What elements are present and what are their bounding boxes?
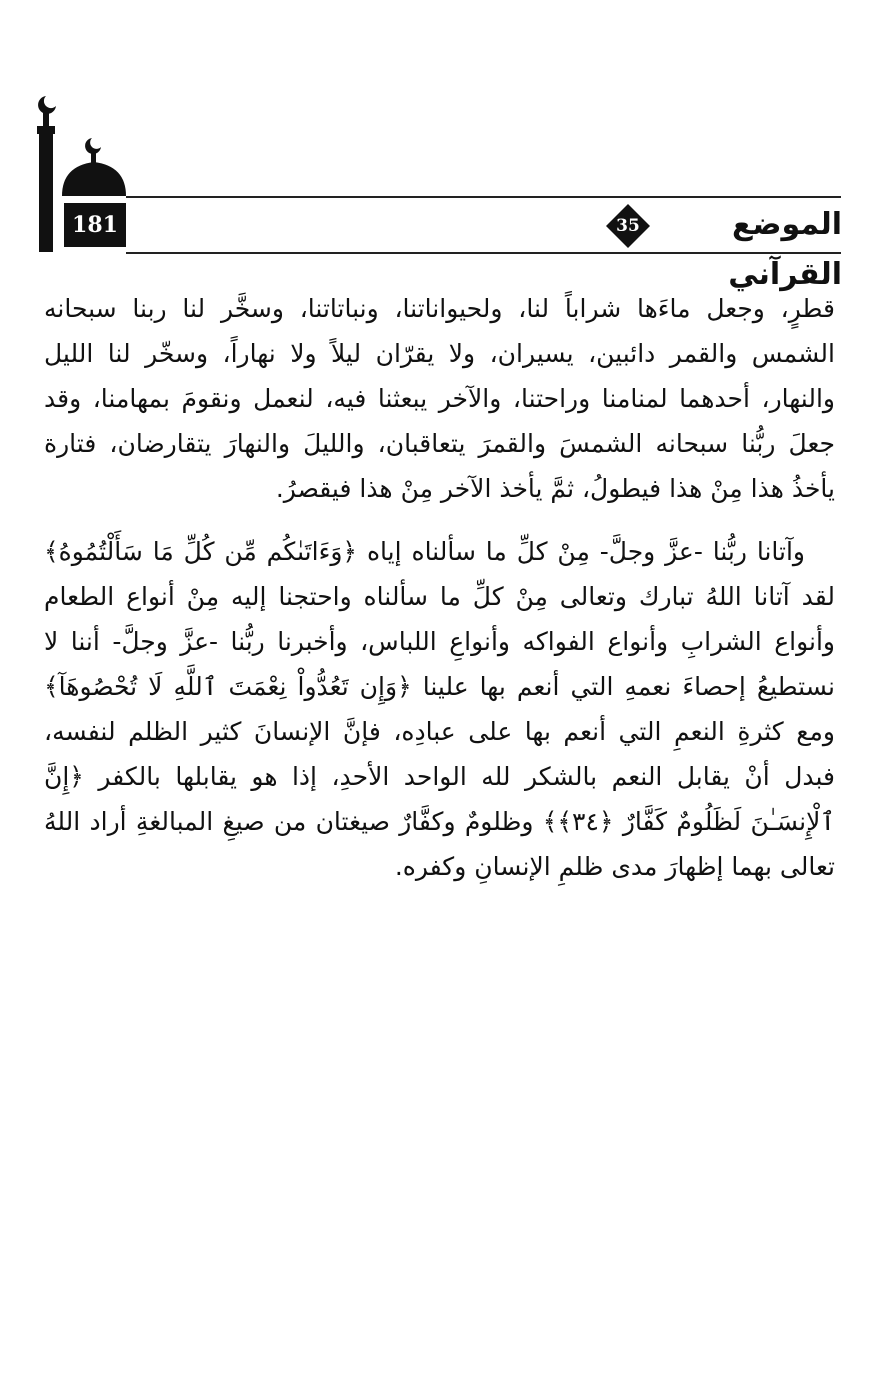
quran-verse-2: ﴿وَإِن تَعُدُّواْ نِعْمَتَ ٱللَّهِ لَا تُحْصُوهَآ﴾ <box>44 672 412 701</box>
paragraph-2-text-1: وآتانا ربُّنا -عزَّ وجلَّ- مِنْ كلِّ ما سألناه إياه <box>357 537 806 566</box>
body-text <box>44 286 835 889</box>
paragraph-2-text-4: وظلومٌ وكفَّارٌ صيغتان من صيغِ المبالغةِ أراد اللهُ تعالى بهما إظهارَ مدى ظلمِ الإنسانِ وكفره. <box>44 807 835 881</box>
chapter-number: 35 <box>616 216 640 236</box>
chapter-title: الموضع القرآني <box>728 207 842 292</box>
paragraph-2-text-3: ومع كثرةِ النعمِ التي أنعم بها على عبادِه، فإنَّ الإنسانَ كثير الظلم لنفسه، فبدل أنْ يقابل النعم بالشكر لله الواحد الأحدِ، إذا هو يقابلها بالكفر <box>44 717 835 791</box>
paragraph-2 <box>44 529 835 889</box>
page-header <box>0 0 879 292</box>
header-rule-top <box>126 196 841 198</box>
paragraph-2-text-2: لقد آتانا اللهُ تبارك وتعالى مِنْ كلِّ ما سألناه واحتجنا إليه مِنْ أنواع الطعام وأنواع الشرابِ وأنواع الفواكه وأنواعِ اللباس، وأخبرنا ربُّنا -عزَّ وجلَّ- أننا لا نستطيعُ إحصاءَ نعمهِ التي أنعم بها علينا <box>44 582 835 701</box>
page-number: 181 <box>64 203 126 247</box>
quran-verse-3: ﴿إِنَّ ٱلْإِنسَـٰنَ لَظَلُومٌ كَفَّارٌ ﴿٣٤﴾﴾ <box>44 762 835 836</box>
quran-verse-1: ﴿وَءَاتَىٰكُم مِّن كُلِّ مَا سَأَلْتُمُوهُ﴾ <box>44 537 358 566</box>
paragraph-1: قطرٍ، وجعل ماءَها شراباً لنا، ولحيواناتنا، ونباتاتنا، وسخَّر لنا ربنا سبحانه الشمس والقمر دائبين، يسيران، ولا يقرّان ليلاً ولا نهاراً، وسخّر لنا الليل والنهار، أحدهما لمنامنا وراحتنا، والآخر يبعثنا فيه، لنعمل ونقومَ بمهامنا، وقد جعلَ ربُّنا سبحانه الشمسَ والقمرَ يتعاقبان، والليلَ والنهارَ يتقارضان، فتارة يأخذُ هذا مِنْ هذا فيطولُ، ثمَّ يأخذ الآخر مِنْ هذا فيقصرُ. <box>44 294 835 503</box>
